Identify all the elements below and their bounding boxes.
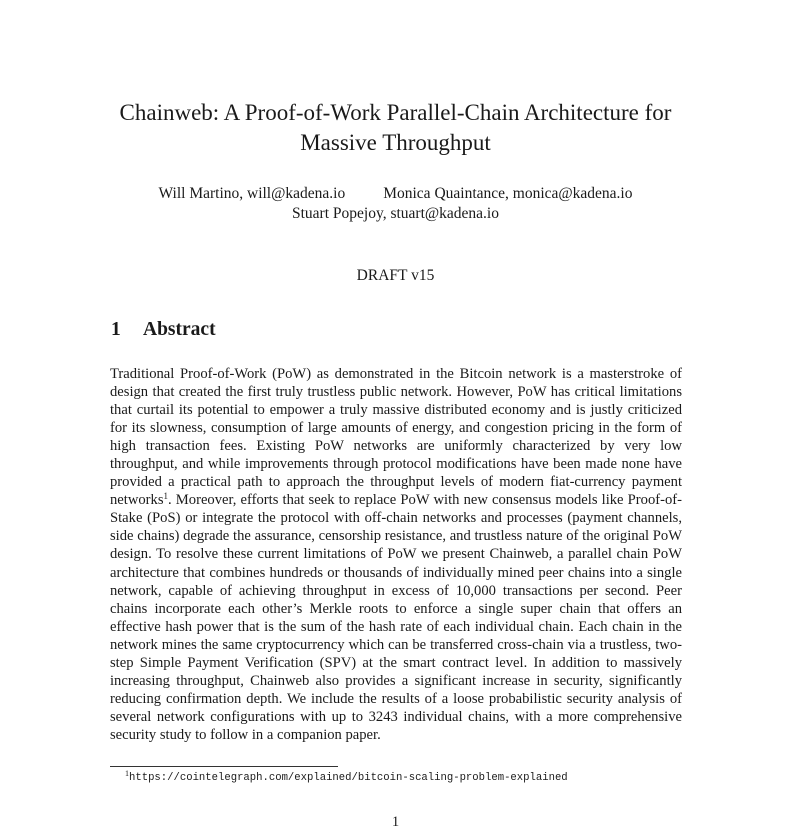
title-line-2: Massive Throughput: [300, 130, 491, 155]
author-2: Monica Quaintance, monica@kadena.io: [383, 185, 633, 202]
title-line-1: Chainweb: A Proof-of-Work Parallel-Chain Architecture for: [119, 100, 672, 125]
section-heading: [111, 318, 216, 342]
author-row-1: [60, 184, 731, 204]
section-title: Abstract: [143, 319, 216, 340]
footnote-url-link[interactable]: https://cointelegraph.com/explained/bitcoin-scaling-problem-explained: [129, 772, 568, 784]
author-1: Will Martino, will@kadena.io: [158, 185, 346, 202]
footnote-marker: 1: [125, 769, 129, 778]
abstract-text-part-2: . Moreover, efforts that seek to replace PoW with new consensus models like Proof-of-Stake (PoS) or integrate the protocol with off-chain networks and processes (payment channels, side chains) degrade the assurance, censorship resistance, and trustless nature of the original PoW design. To resolve these current limitations of PoW we present Chainweb, a parallel chain PoW architecture that combines hundreds or thousands of individually mined peer chains into a single network, capable of achieving throughput in excess of 10,000 transactions per second. Peer chains incorporate each other’s Merkle roots to enforce a single super chain that offers an effective hash power that is the sum of the hash rate of each individual chain. Each chain in the network mines the same cryptocurrency which can be transferred cross-chain via a trustless, two-step Simple Payment Verification (SPV) at the smart contract level. In addition to massively increasing throughput, Chainweb also provides a significant increase in security, significantly reducing confirmation depth. We include the results of a loose probabilistic security analysis of several network configurations with up to 3243 individual chains, with a more comprehensive security study to follow in a companion paper.: [110, 492, 682, 743]
section-number: 1: [111, 319, 121, 340]
footnote: [125, 771, 568, 785]
footnote-reference[interactable]: 1: [163, 491, 169, 502]
page-number: 1: [391, 814, 400, 830]
author-3: Stuart Popejoy, stuart@kadena.io: [292, 205, 499, 222]
footnote-divider: [110, 766, 338, 767]
author-row-2: [60, 204, 731, 224]
abstract-paragraph: [110, 365, 682, 744]
abstract-text-part-1: Traditional Proof-of-Work (PoW) as demonstrated in the Bitcoin network is a masterstroke of design that created the first truly trustless public network. However, PoW has critical limitations that curtail its potential to empower a truly massive distributed economy and is justly criticized for its slowness, consumption of large amounts of energy, and congestion pricing in the form of high transaction fees. Existing PoW networks are uniformly characterized by very low throughput, and while improvements through protocol modifications have been made none have provided a practical path to approach the throughput levels of modern fiat-currency payment networks: [110, 366, 682, 509]
author-block: [60, 184, 731, 224]
paper-title: [60, 98, 731, 158]
draft-version: DRAFT v15: [356, 267, 435, 284]
